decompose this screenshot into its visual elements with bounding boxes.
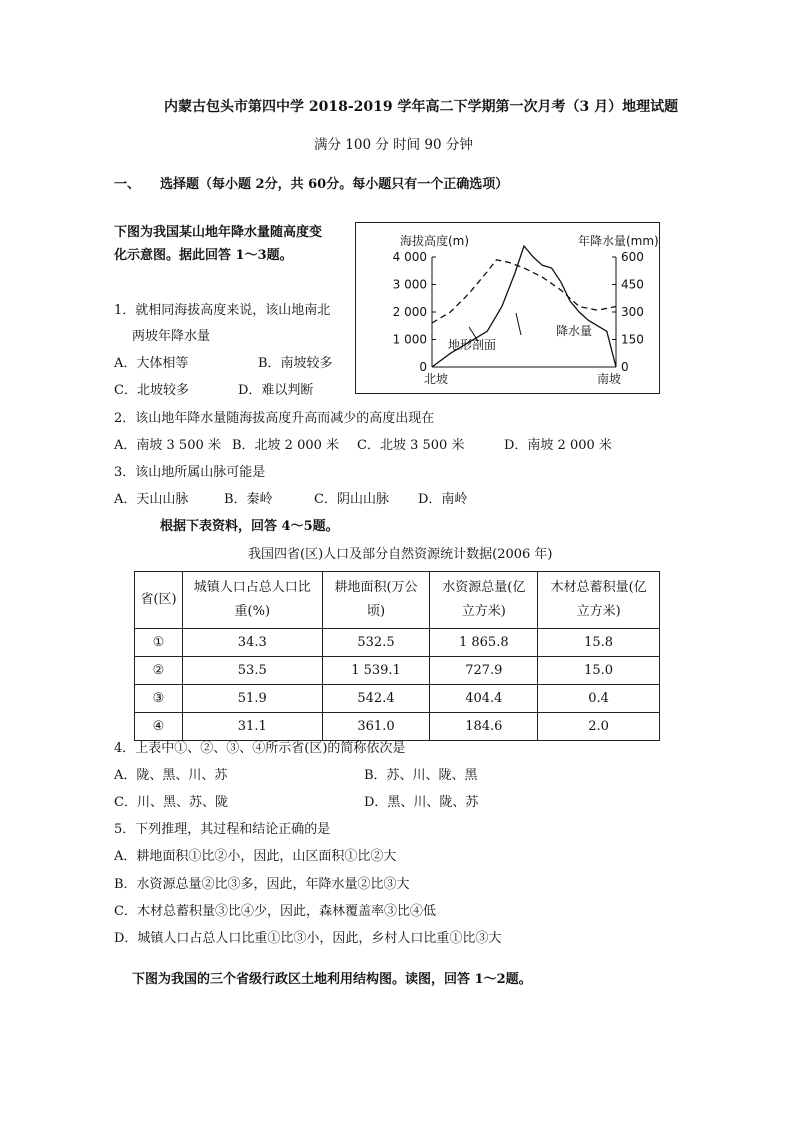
q1-stem-line1: 1．就相同海拔高度来说，该山地南北 [114,303,331,318]
q4-option-b: B．苏、川、陇、黑 [364,768,478,783]
q4-option-c: C．川、黑、苏、陇 [114,795,228,810]
q5-option-c: C．木材总蓄积量③比④少，因此，森林覆盖率③比④低 [114,904,436,919]
terrain-label-pointer [516,313,521,335]
table-header-cell [538,572,660,629]
table-cell-timber: 0.4 [538,685,660,713]
q3-option-c: C．阴山山脉 [314,492,389,507]
precipitation-altitude-chart [355,222,660,394]
right-axis-ticks [612,250,644,374]
table-cell-timber: 15.8 [538,629,660,657]
q2-option-a: A．南坡 3 500 米 [114,438,221,453]
left-axis-ticks [393,250,436,374]
chart-svg [356,223,661,395]
left-tick-label: 2 000 [392,305,427,319]
left-tick-label: 1 000 [392,332,427,347]
x-label-south: 南坡 [597,372,622,386]
right-tick-label: 600 [621,250,644,264]
table-header-cell [182,572,322,629]
intro1-line1: 下图为我国某山地年降水量随高度变 [114,225,323,240]
terrain-label: 地形剖面 [448,338,497,352]
table-caption: 我国四省(区)人口及部分自然资源统计数据(2006 年) [248,547,553,562]
table-header-cell [430,572,538,629]
section-heading: 选择题（每小题 2分，共 60分。每小题只有一个正确选项） [160,177,509,192]
table-cell-farmland: 542.4 [322,685,430,713]
q1-option-c: C．北坡较多 [114,383,189,398]
table-cell-water: 727.9 [430,657,538,685]
q2-option-b: B．北坡 2 000 米 [232,438,340,453]
q5-option-d: D．城镇人口占总人口比重①比③小，因此，乡村人口比重①比③大 [114,931,502,946]
table-cell-water: 1 865.8 [430,629,538,657]
table-row [135,629,660,657]
section-number: 一、 [114,177,141,192]
q3-option-a: A．天山山脉 [114,492,189,507]
q4-stem: 4．上表中①、②、③、④所示省(区)的简称依次是 [114,741,406,756]
table-cell-water: 404.4 [430,685,538,713]
q5-option-a: A．耕地面积①比②小，因此，山区面积①比②大 [114,849,397,864]
q5-stem: 5．下列推理，其过程和结论正确的是 [114,822,331,837]
table-cell-prov: ③ [135,685,183,713]
table-row [135,657,660,685]
table-row [135,685,660,713]
right-tick-label: 300 [621,305,644,319]
table-header-cell [135,572,183,629]
q3-option-b: B．秦岭 [224,492,273,507]
table-cell-timber: 2.0 [538,713,660,741]
header-line2: 重(%) [234,604,271,619]
x-label-north: 北坡 [424,372,449,386]
q4-option-d: D．黑、川、陇、苏 [364,795,479,810]
table-body [135,629,660,741]
header-line1: 城镇人口占总人口比 [193,580,311,595]
right-tick-label: 150 [621,332,644,347]
table-cell-urban: 31.1 [182,713,322,741]
header-line1: 耕地面积(万公 [334,580,418,595]
q2-stem: 2．该山地年降水量随海拔高度升高而减少的高度出现在 [114,411,435,426]
q3-stem: 3．该山地所属山脉可能是 [114,465,266,480]
table-cell-urban: 53.5 [182,657,322,685]
table-cell-prov: ② [135,657,183,685]
q1-option-b: B．南坡较多 [258,356,333,371]
header-line1: 木材总蓄积量(亿 [550,580,647,595]
table-cell-farmland: 361.0 [322,713,430,741]
intro2: 根据下表资料，回答 4～5题。 [160,519,339,534]
q1-option-d: D．难以判断 [238,383,314,398]
table-cell-water: 184.6 [430,713,538,741]
left-axis-label: 海拔高度(m) [400,234,470,248]
q5-option-b: B．水资源总量②比③多，因此，年降水量②比③大 [114,877,410,892]
q2-option-c: C．北坡 3 500 米 [357,438,465,453]
statistics-table [134,571,660,741]
table-cell-urban: 34.3 [182,629,322,657]
right-axis-label: 年降水量(mm) [578,234,659,248]
left-tick-label: 3 000 [392,277,427,292]
table-cell-farmland: 1 539.1 [322,657,430,685]
header-line2: 立方米) [461,604,506,619]
q2-option-d: D．南坡 2 000 米 [504,438,612,453]
table-cell-timber: 15.0 [538,657,660,685]
header-line1: 省(区) [140,592,177,607]
table-row [135,713,660,741]
table-header-cell [322,572,430,629]
table-cell-farmland: 532.5 [322,629,430,657]
table-header-row [135,572,660,629]
precipitation-line [432,260,616,323]
header-line1: 水资源总量(亿 [442,580,526,595]
left-tick-label: 0 [419,360,427,374]
q1-option-a: A．大体相等 [114,356,189,371]
intro1-line2: 化示意图。据此回答 1～3题。 [114,248,293,263]
exam-title: 内蒙古包头市第四中学 2018-2019 学年高二下学期第一次月考（3 月）地理试题 [164,99,679,115]
intro3: 下图为我国的三个省级行政区土地利用结构图。读图，回答 1～2题。 [132,972,532,987]
table-cell-prov: ① [135,629,183,657]
header-line2: 顷) [366,604,386,619]
q1-stem-line2: 两坡年降水量 [132,329,211,344]
left-tick-label: 4 000 [392,250,427,264]
exam-subtitle: 满分 100 分 时间 90 分钟 [314,137,473,153]
right-tick-label: 450 [621,277,644,292]
table-cell-prov: ④ [135,713,183,741]
right-tick-label: 0 [621,360,629,374]
header-line2: 立方米) [576,604,621,619]
precip-label: 降水量 [556,324,593,338]
table-cell-urban: 51.9 [182,685,322,713]
q3-option-d: D．南岭 [418,492,468,507]
q4-option-a: A．陇、黑、川、苏 [114,768,228,783]
